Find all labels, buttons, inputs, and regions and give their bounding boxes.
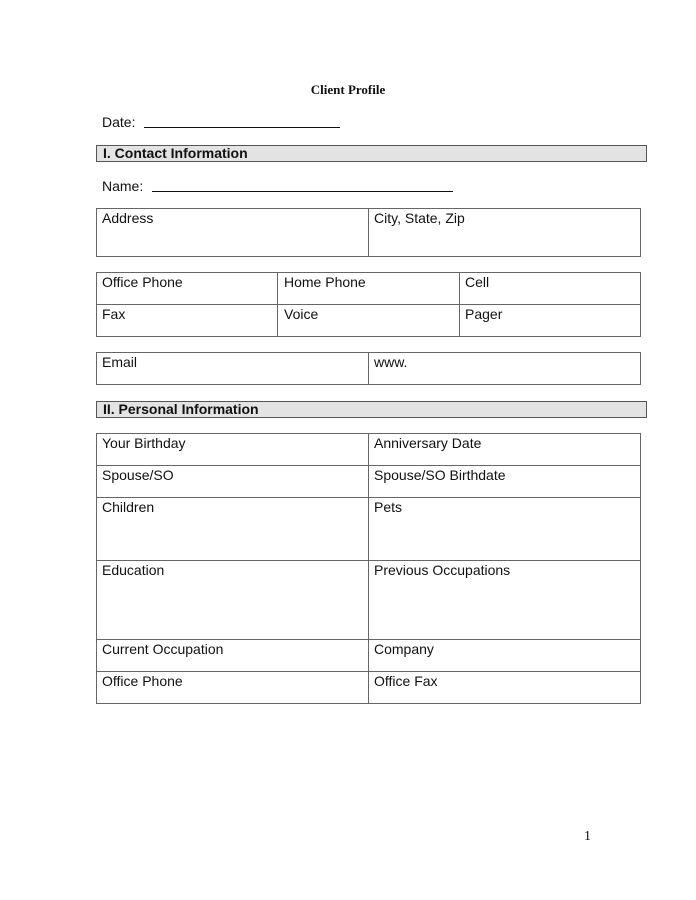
- phone-table-row-divider: [96, 304, 641, 305]
- date-label: Date:: [102, 114, 136, 130]
- personal-table-row-divider: [96, 671, 641, 672]
- personal-table-row-divider: [96, 465, 641, 466]
- section-contact-information-heading: I. Contact Information: [96, 145, 647, 162]
- voice-cell[interactable]: Voice: [284, 306, 319, 322]
- address-table-divider: [368, 208, 369, 257]
- pets-cell[interactable]: Pets: [374, 499, 403, 515]
- spouse-so-birthdate-cell[interactable]: Spouse/SO Birthdate: [374, 467, 506, 483]
- name-label: Name:: [102, 178, 144, 194]
- office-phone-cell[interactable]: Office Phone: [102, 274, 183, 290]
- cell-phone-cell[interactable]: Cell: [465, 274, 490, 290]
- pager-cell[interactable]: Pager: [465, 306, 503, 322]
- page-number: 1: [584, 829, 591, 844]
- date-field[interactable]: [102, 114, 135, 130]
- current-occupation-cell[interactable]: Current Occupation: [102, 641, 224, 657]
- fax-cell[interactable]: Fax: [102, 306, 126, 322]
- email-cell[interactable]: Email: [102, 354, 138, 370]
- name-underline: [152, 191, 453, 192]
- personal-table-row-divider: [96, 560, 641, 561]
- www-cell[interactable]: www.: [374, 354, 408, 370]
- date-underline: [144, 127, 340, 128]
- email-table-divider: [368, 352, 369, 385]
- personal-table-row-divider: [96, 497, 641, 498]
- your-birthday-cell[interactable]: Your Birthday: [102, 435, 186, 451]
- name-field[interactable]: [102, 178, 143, 194]
- city-state-zip-cell[interactable]: City, State, Zip: [374, 210, 465, 226]
- company-cell[interactable]: Company: [374, 641, 434, 657]
- phone-table-col-divider-2: [459, 272, 460, 337]
- home-phone-cell[interactable]: Home Phone: [284, 274, 366, 290]
- education-cell[interactable]: Education: [102, 562, 165, 578]
- page-title: Client Profile: [310, 82, 386, 97]
- personal-table-col-divider: [368, 433, 369, 704]
- personal-table-row-divider: [96, 639, 641, 640]
- address-cell[interactable]: Address: [102, 210, 154, 226]
- phone-table-col-divider-1: [277, 272, 278, 337]
- section-personal-information-heading: II. Personal Information: [96, 401, 647, 418]
- spouse-so-cell[interactable]: Spouse/SO: [102, 467, 174, 483]
- anniversary-date-cell[interactable]: Anniversary Date: [374, 435, 482, 451]
- children-cell[interactable]: Children: [102, 499, 155, 515]
- personal-office-phone-cell[interactable]: Office Phone: [102, 673, 183, 689]
- office-fax-cell[interactable]: Office Fax: [374, 673, 438, 689]
- previous-occupations-cell[interactable]: Previous Occupations: [374, 562, 511, 578]
